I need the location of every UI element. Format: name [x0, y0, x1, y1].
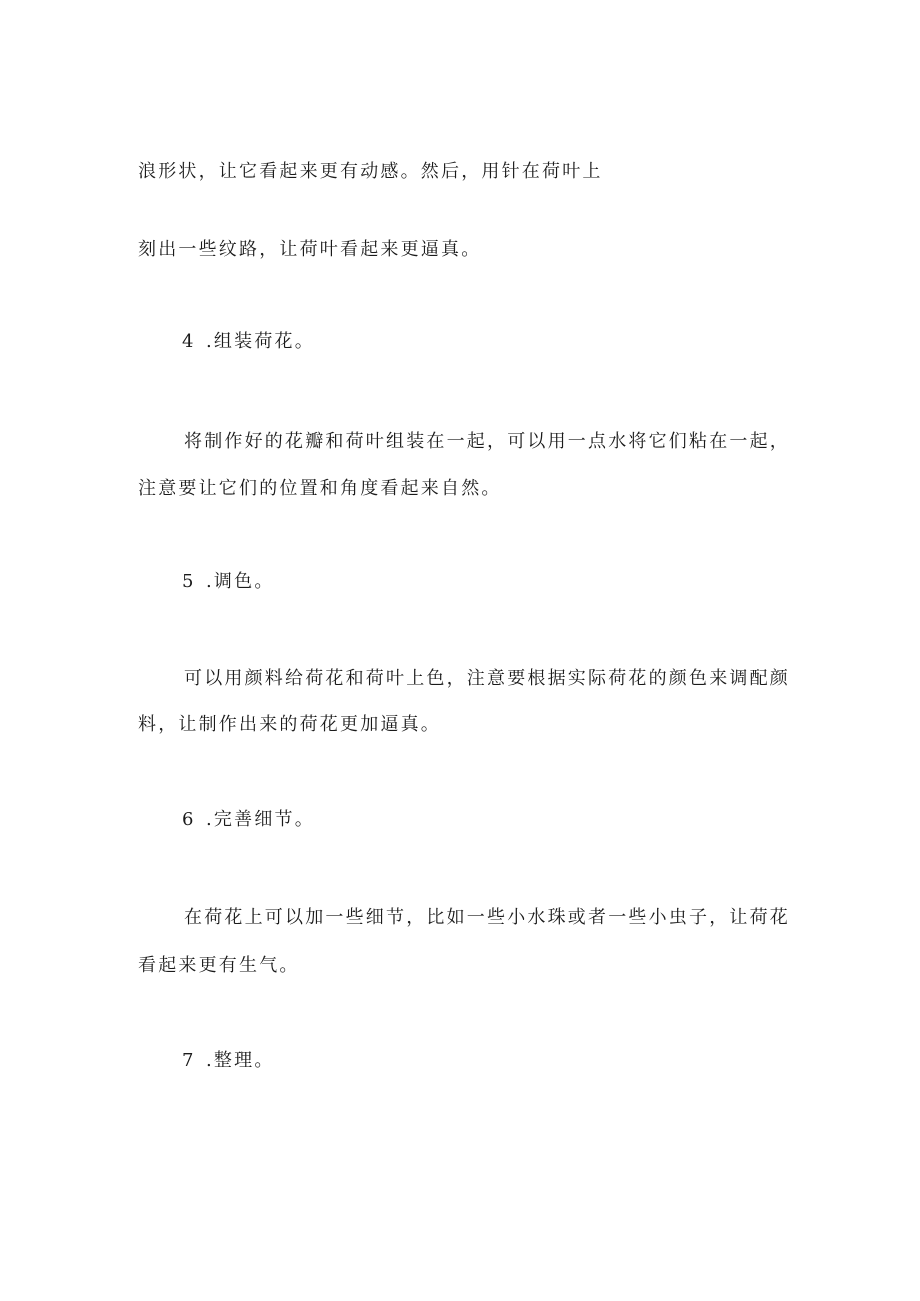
step-number: 5: [182, 571, 196, 592]
step-number: 6: [182, 809, 196, 830]
paragraph-line: 刻出一些纹路，让荷叶看起来更逼真。: [138, 239, 482, 260]
paragraph-line: 料，让制作出来的荷花更加逼真。: [138, 714, 441, 735]
step-title: .调色。: [206, 571, 275, 592]
paragraph-line: 浪形状，让它看起来更有动感。然后，用针在荷叶上: [138, 161, 603, 182]
step-heading-6: [182, 808, 315, 832]
paragraph-line: 将制作好的花瓣和荷叶组装在一起，可以用一点水将它们粘在一起，: [184, 431, 790, 452]
step-title: .整理。: [206, 1050, 275, 1071]
step-heading-5: [182, 570, 275, 594]
step-heading-7: [182, 1049, 275, 1073]
step-number: 4: [182, 331, 196, 352]
paragraph-line: 在荷花上可以加一些细节，比如一些小水珠或者一些小虫子，让荷花: [184, 907, 790, 928]
step-title: .组装荷花。: [206, 331, 315, 352]
step-number: 7: [182, 1050, 196, 1071]
step-heading-4: [182, 330, 315, 354]
paragraph-line: 可以用颜料给荷花和荷叶上色，注意要根据实际荷花的颜色来调配颜: [184, 668, 790, 689]
step-title: .完善细节。: [206, 809, 315, 830]
paragraph-line: 看起来更有生气。: [138, 955, 300, 976]
paragraph-line: 注意要让它们的位置和角度看起来自然。: [138, 478, 502, 499]
